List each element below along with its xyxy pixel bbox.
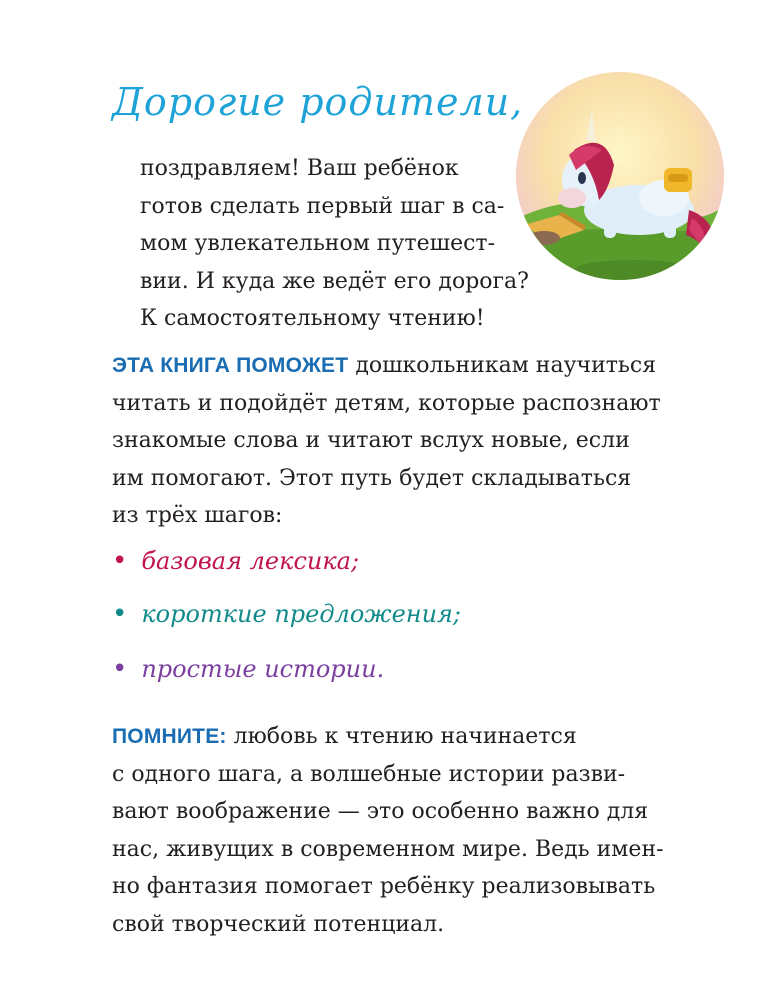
intro-paragraph [140, 150, 529, 338]
paragraph-line: но фантазия помогает ребёнку реализовывать [112, 874, 656, 899]
paragraph-line: свой творческий потенциал. [112, 911, 445, 937]
intro-line: К самостоятельному чтению! [140, 306, 485, 331]
paragraph-first-line: ЭТА КНИГА ПОМОЖЕТ дошкольникам научиться [112, 353, 657, 378]
paragraph-line: вают воображение — это особенно важно для [112, 799, 649, 824]
intro-line: поздравляем! Ваш ребёнок [140, 156, 459, 181]
list-item: • короткие предложения; [112, 599, 462, 629]
lead-text: ЭТА КНИГА ПОМОЖЕТ [112, 354, 349, 377]
paragraph-first-line: ПОМНИТЕ: любовь к чтению начинается [112, 724, 577, 749]
paragraph-line: им помогают. Этот путь будет складываться [112, 465, 632, 491]
remember-paragraph [112, 718, 712, 943]
book-help-paragraph [112, 347, 712, 535]
lead-text: ПОМНИТЕ: [112, 725, 227, 748]
paragraph-line: из трёх шагов: [112, 503, 283, 528]
list-item: • простые истории. [112, 654, 385, 684]
intro-line: мом увлекательном путешест- [140, 231, 496, 256]
paragraph-line: знакомые слова и читают вслух новые, если [112, 428, 630, 453]
unicorn-reading-illustration [514, 70, 726, 282]
paragraph-line: с одного шага, а волшебные истории разви- [112, 761, 626, 787]
paragraph-line: читать и подойдёт детям, которые распознают [112, 390, 661, 416]
intro-line: готов сделать первый шаг в са- [140, 193, 505, 219]
page-title: Дорогие родители, [112, 80, 524, 124]
paragraph-line: нас, живущих в современном мире. Ведь имен- [112, 836, 664, 862]
list-item: • базовая лексика; [112, 546, 360, 576]
intro-line: вии. И куда же ведёт его дорога? [140, 268, 529, 294]
